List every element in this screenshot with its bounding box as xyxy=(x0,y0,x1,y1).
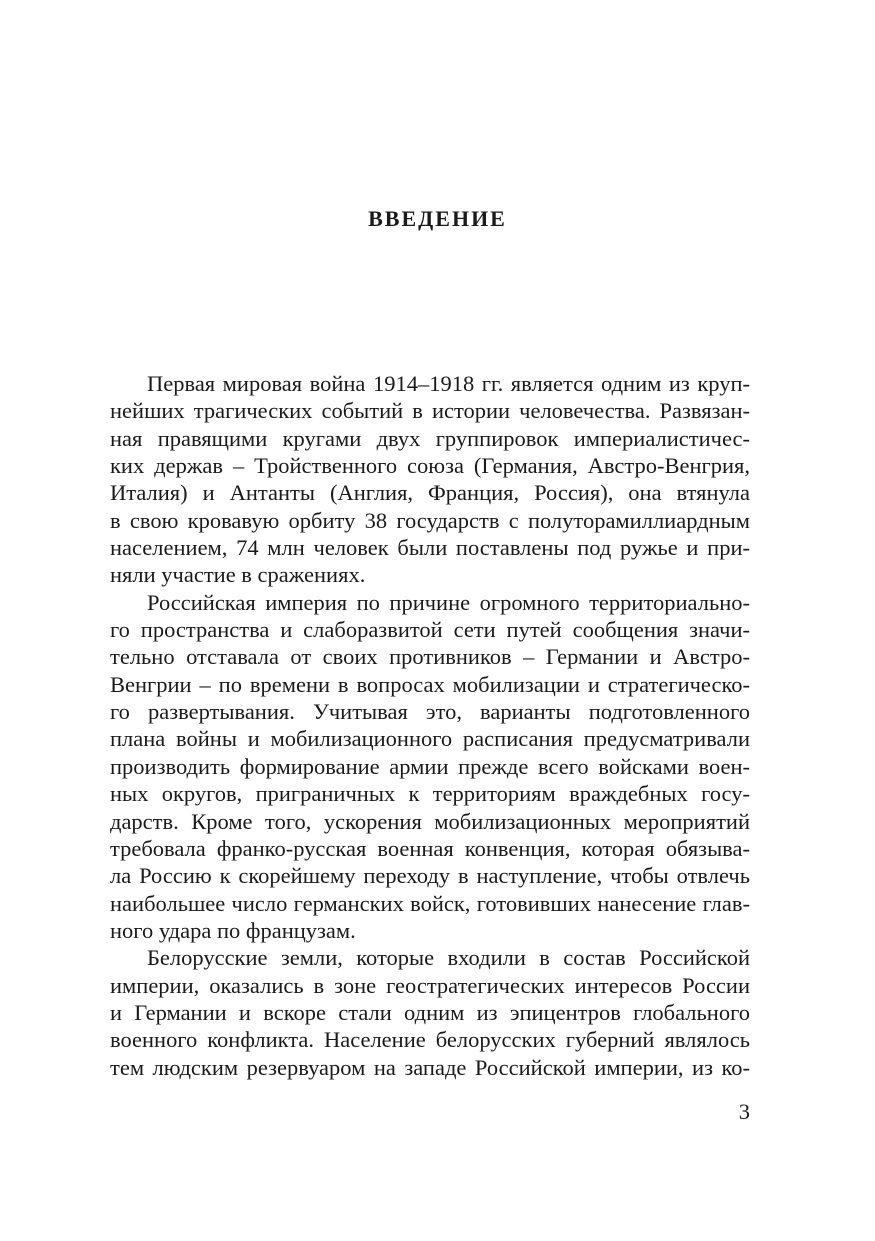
text-line: го пространства и слаборазвитой сети путей сообщения значи- xyxy=(110,617,750,643)
text-line: наибольшее число германских войск, готовивших нанесение глав- xyxy=(110,890,750,916)
text-line: требовала франко-русская военная конвенция, которая обязыва- xyxy=(110,835,750,861)
page-number: 3 xyxy=(738,1099,750,1124)
text-line: в свою кровавую орбиту 38 государств с полуторамиллиардным xyxy=(110,507,750,533)
text-line: ного удара по французам. xyxy=(110,917,356,943)
text-line: и Германии и вскоре стали одним из эпицентров глобального xyxy=(110,999,750,1025)
text-line: Италия) и Антанты (Англия, Франция, Россия), она втянула xyxy=(110,480,750,506)
text-line: ких держав – Тройственного союза (Германия, Австро-Венгрия, xyxy=(110,453,750,479)
text-line: ная правящими кругами двух группировок империалистичес- xyxy=(110,425,750,451)
text-line: Первая мировая война 1914–1918 гг. является одним из круп- xyxy=(147,371,750,396)
text-line: няли участие в сражениях. xyxy=(110,562,366,588)
text-line: дарств. Кроме того, ускорения мобилизационных мероприятий xyxy=(110,808,750,834)
text-line: Российская империя по причине огромного территориально- xyxy=(147,589,750,615)
text-line: ла Россию к скорейшему переходу в наступление, чтобы отвлечь xyxy=(110,863,750,889)
text-line: Белорусские земли, которые входили в состав Российской xyxy=(147,945,750,971)
text-line: производить формирование армии прежде всего войсками воен- xyxy=(110,753,750,779)
text-line: нейших трагических событий в истории человечества. Развязан- xyxy=(110,398,750,424)
text-line: тельно отставала от своих противников – Германии и Австро- xyxy=(110,644,750,670)
body-text xyxy=(110,370,750,1081)
text-line: военного конфликта. Население белорусских губерний являлось xyxy=(110,1027,750,1053)
page-title: ВВЕДЕНИЕ xyxy=(368,205,507,231)
text-line: Венгрии – по времени в вопросах мобилизации и стратегическо- xyxy=(110,671,750,697)
text-line: го развертывания. Учитывая это, варианты подготовленного xyxy=(110,699,750,725)
text-line: населением, 74 млн человек были поставлены под ружье и при- xyxy=(110,535,750,561)
text-line: империи, оказались в зоне геостратегических интересов России xyxy=(110,972,750,998)
text-line: ных округов, приграничных к территориям враждебных госу- xyxy=(110,781,750,807)
text-line: плана войны и мобилизационного расписания предусматривали xyxy=(110,726,750,752)
text-line: тем людским резервуаром на западе Российской империи, из ко- xyxy=(110,1054,750,1080)
